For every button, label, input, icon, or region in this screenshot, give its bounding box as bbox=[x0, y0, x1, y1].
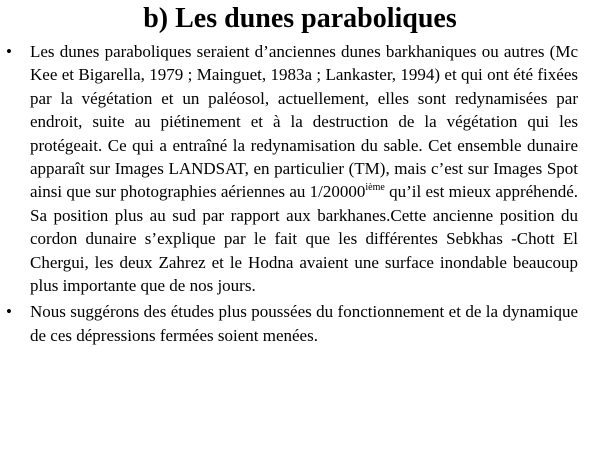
bullet-point-icon: • bbox=[6, 302, 12, 322]
slide-title: b) Les dunes paraboliques bbox=[143, 3, 457, 34]
bullet-text: Nous suggérons des études plus poussées du fonctionnement et de la dynamique de ces dépressions fermées soient menées. bbox=[30, 302, 578, 345]
superscript-ordinal: ième bbox=[365, 182, 385, 194]
bullet-text-part: Les dunes paraboliques seraient d’anciennes dunes barkhaniques ou autres (Mc Kee et Bigarella, 1979 ; Mainguet, 1983a ; Lankaster, 1994) et qui ont été fixées par la végétation et un paléosol, actuellement, elles sont redynamisées par endroit, suite au piétinement et à la destruction de la végétation qui les protégeait. Ce qui a entraîné la redynamisation du sable. Cet ensemble dunaire apparaît sur Images LANDSAT, en particulier (TM), mais c’est sur Images Spot ainsi que sur photographies aériennes au 1/20000 bbox=[30, 42, 578, 202]
bullet-text bbox=[30, 42, 578, 295]
bullet-point-icon: • bbox=[6, 42, 12, 61]
bullet-text-part: qu’il est mieux appréhendé. Sa position plus au sud par rapport aux barkhanes.Cette ancienne position du cordon dunaire s’explique par le fait que les différentes Sebkhas -Chott El Chergui, les deux Zahrez et le Hodna avaient une surface inondable beaucoup plus importante que de nos jours. bbox=[30, 182, 579, 296]
bullet-item-2 bbox=[6, 300, 578, 347]
bullet-item-1 bbox=[6, 40, 578, 297]
bullet-list bbox=[6, 40, 578, 350]
